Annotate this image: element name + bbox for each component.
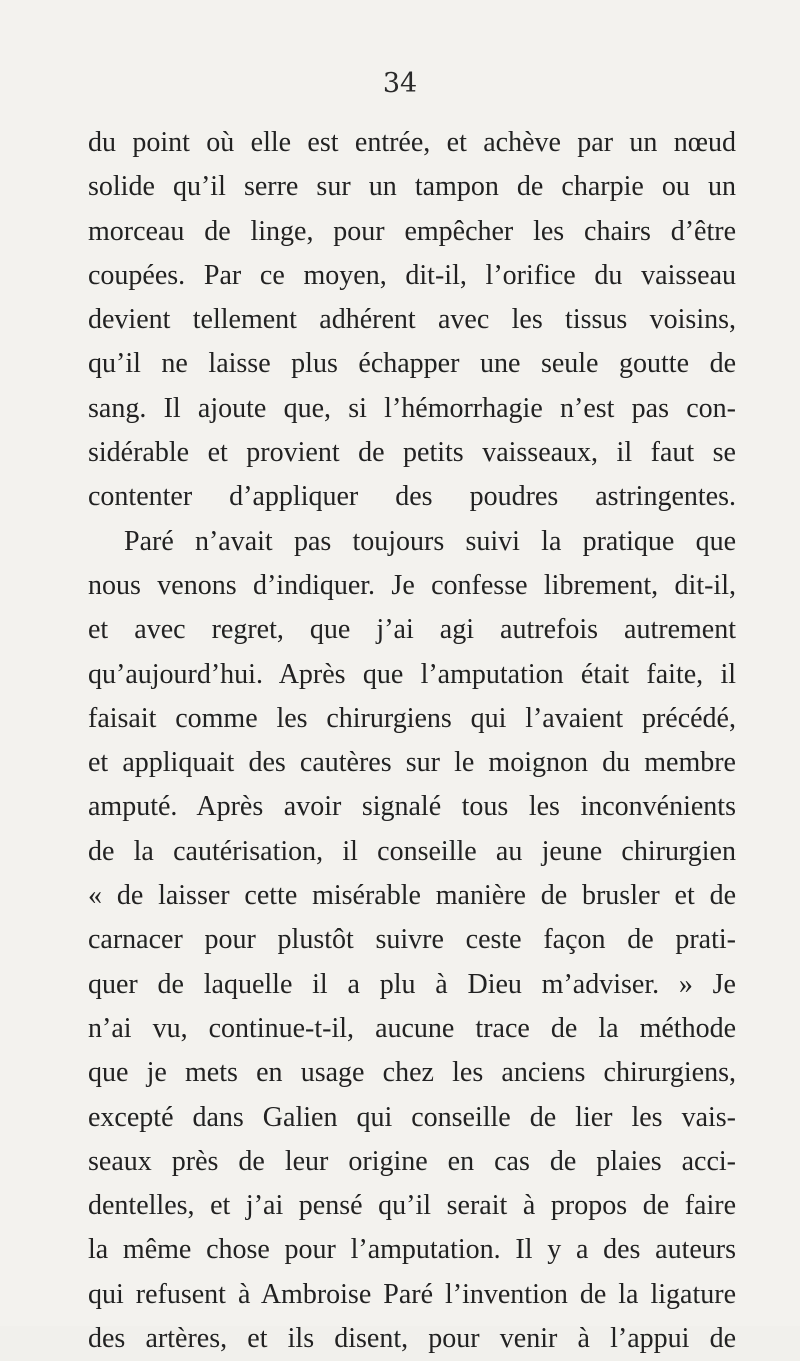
text-line: sang. Il ajoute que, si l’hémorrhagie n’est pas con- xyxy=(88,392,736,424)
paragraph-start-line: Paré n’avait pas toujours suivi la pratique que xyxy=(124,525,736,557)
text-line: quer de laquelle il a plu à Dieu m’adviser. » Je xyxy=(88,968,736,1000)
text-line: n’ai vu, continue-t-il, aucune trace de la méthode xyxy=(88,1012,736,1044)
text-line: « de laisser cette misérable manière de brusler et de xyxy=(88,880,736,912)
text-line: excepté dans Galien qui conseille de lier les vais- xyxy=(88,1101,736,1133)
text-line: qu’aujourd’hui. Après que l’amputation était faite, il xyxy=(88,658,736,690)
body-text xyxy=(88,121,736,1361)
text-line: amputé. Après avoir signalé tous les inconvénients xyxy=(88,791,736,823)
text-line: coupées. Par ce moyen, dit-il, l’orifice du vaisseau xyxy=(88,259,736,291)
text-line: et appliquait des cautères sur le moignon du membre xyxy=(88,747,736,779)
text-line: carnacer pour plustôt suivre ceste façon de prati- xyxy=(88,924,736,956)
text-line: de la cautérisation, il conseille au jeune chirurgien xyxy=(88,835,736,867)
text-line: que je mets en usage chez les anciens chirurgiens, xyxy=(88,1057,736,1089)
text-line: solide qu’il serre sur un tampon de charpie ou un xyxy=(88,171,736,203)
text-line: qui refusent à Ambroise Paré l’invention de la ligature xyxy=(88,1278,736,1310)
text-line: qu’il ne laisse plus échapper une seule goutte de xyxy=(88,348,736,380)
text-line: dentelles, et j’ai pensé qu’il serait à propos de faire xyxy=(88,1190,736,1222)
text-line: seaux près de leur origine en cas de plaies acci- xyxy=(88,1145,736,1177)
text-line: du point où elle est entrée, et achève par un nœud xyxy=(88,127,736,158)
text-line: nous venons d’indiquer. Je confesse librement, dit-il, xyxy=(88,569,736,601)
text-line: la même chose pour l’amputation. Il y a des auteurs xyxy=(88,1234,736,1266)
text-line: et avec regret, que j’ai agi autrefois autrement xyxy=(88,614,736,646)
text-line: des artères, et ils disent, pour venir à l’appui de xyxy=(88,1323,736,1355)
text-line: contenter d’appliquer des poudres astringentes. xyxy=(88,481,736,513)
text-line: devient tellement adhérent avec les tissus voisins, xyxy=(88,304,736,336)
text-line: morceau de linge, pour empêcher les chairs d’être xyxy=(88,215,736,247)
page-number: 34 xyxy=(382,68,418,99)
text-line: sidérable et provient de petits vaisseaux, il faut se xyxy=(88,437,736,469)
text-line: faisait comme les chirurgiens qui l’avaient précédé, xyxy=(88,702,736,734)
